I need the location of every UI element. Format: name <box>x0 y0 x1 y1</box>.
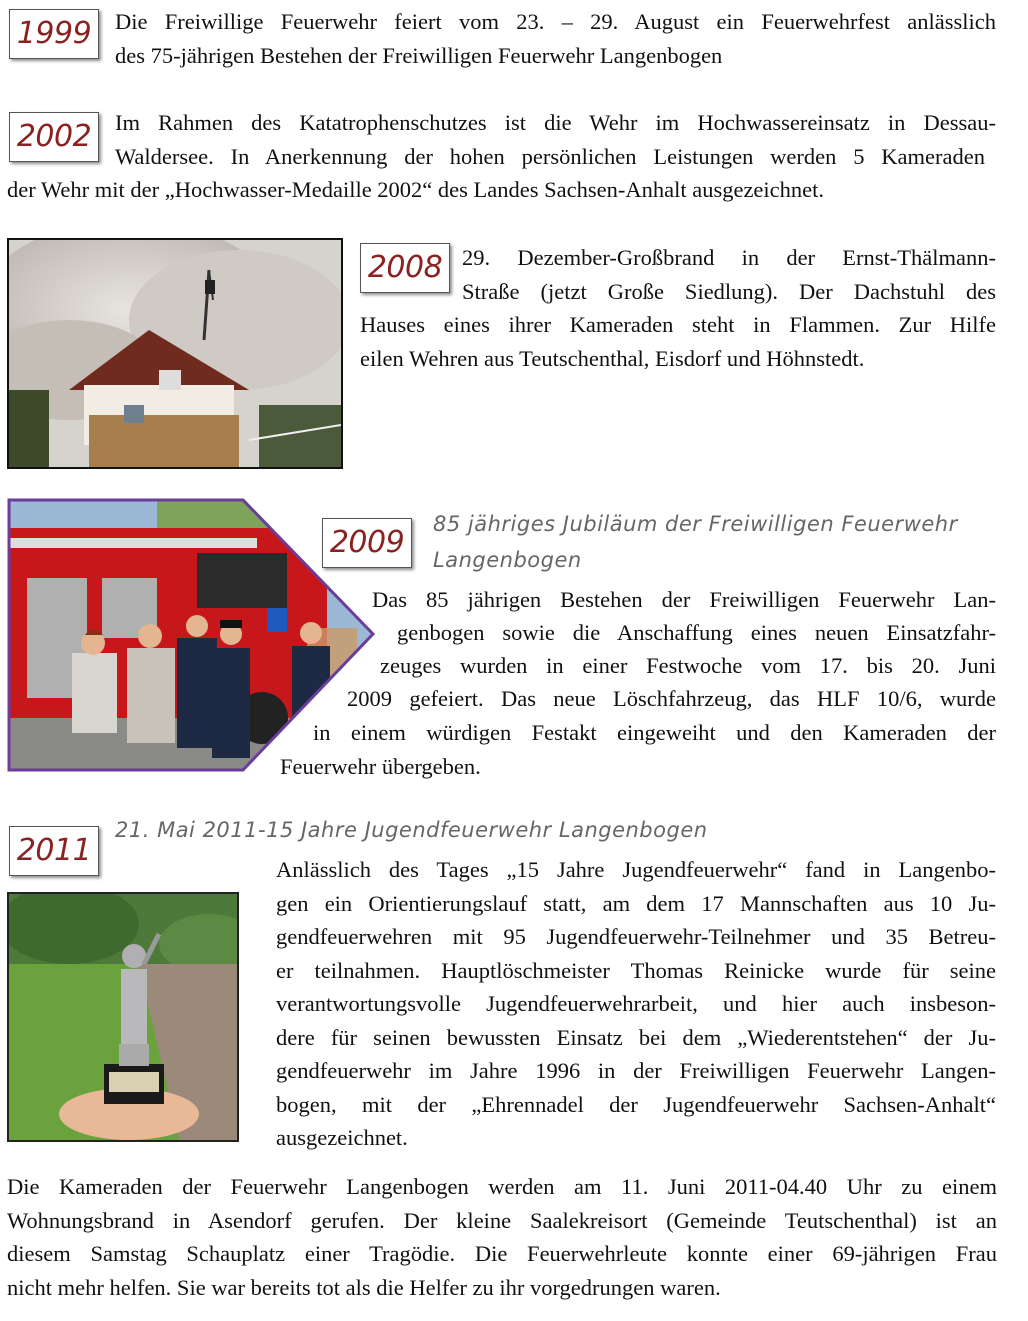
text-line: Im Rahmen des Katatrophenschutzes ist die Wehr im Hochwassereinsatz in Dessau- <box>115 110 996 135</box>
text-line: Hauses eines ihrer Kameraden steht in Flammen. Zur Hilfe <box>360 312 996 337</box>
paragraph-2008 <box>462 241 996 308</box>
text-line: ausgezeichnet. <box>276 1125 408 1150</box>
text-line: Die Kameraden der Feuerwehr Langenbogen werden am 11. Juni 2011-04.40 Uhr zu einem <box>7 1174 997 1199</box>
paragraph-1999 <box>115 5 996 72</box>
text-line: gendfeuerwehr im Jahre 1996 in der Freiwilligen Feuerwehr Langen- <box>276 1058 996 1083</box>
text-line: gendfeuerwehren mit 95 Jugendfeuerwehr-Teilnehmer und 35 Betreu- <box>276 924 996 949</box>
text-line: genbogen sowie die Anschaffung eines neuen Einsatzfahr- <box>397 620 996 645</box>
text-line: der Wehr mit der „Hochwasser-Medaille 2002“ des Landes Sachsen-Anhalt ausgezeichnet. <box>7 177 825 202</box>
text-line: Feuerwehr übergeben. <box>280 754 481 779</box>
heading-2009-line1: 85 jähriges Jubiläum der Freiwilligen Feuerwehr <box>433 512 958 536</box>
paragraph-2002 <box>115 106 996 173</box>
paragraph-2009-l5 <box>313 716 996 750</box>
house-fire-photo <box>7 238 343 469</box>
text-line: bogen, mit der „Ehrennadel der Jugendfeuerwehr Sachsen-Anhalt“ <box>276 1091 996 1117</box>
trophy-photo <box>7 892 239 1142</box>
text-line: verantwortungsvolle Jugendfeuerwehrarbeit, und hier auch insbeson- <box>276 991 996 1016</box>
paragraph-2009-l2 <box>397 616 996 650</box>
text-line: Anlässlich des Tages „15 Jahre Jugendfeuerwehr“ fand in Langenbo- <box>276 857 996 882</box>
year-badge-2009: 2009 <box>322 518 412 568</box>
paragraph-2008-cont <box>360 308 996 375</box>
text-line: Wohnungsbrand in Asendorf gerufen. Der kleine Saalekreisort (Gemeinde Teutschenthal) ist an <box>7 1207 997 1233</box>
paragraph-2011 <box>276 853 996 1155</box>
paragraph-2009 <box>372 583 996 617</box>
text-line: er teilnahmen. Hauptlöschmeister Thomas Reinicke wurde für seine <box>276 957 996 983</box>
text-line: gen ein Orientierungslauf statt, am dem 17 Mannschaften aus 10 Ju- <box>276 890 996 916</box>
text-line: Die Freiwillige Feuerwehr feiert vom 23. – 29. August ein Feuerwehrfest anlässlich <box>115 9 996 34</box>
closing-paragraph <box>7 1170 997 1304</box>
text-line: Das 85 jährigen Bestehen der Freiwilligen Feuerwehr Lan- <box>372 587 996 612</box>
paragraph-2002-cont <box>7 173 997 207</box>
heading-2009-line2: Langenbogen <box>433 548 582 572</box>
text-line: nicht mehr helfen. Sie war bereits tot als die Helfer zu ihr vorgedrungen waren. <box>7 1274 721 1300</box>
text-line: 2009 gefeiert. Das neue Löschfahrzeug, das HLF 10/6, wurde <box>347 686 996 711</box>
text-line: dere für seinen bewussten Einsatz bei dem „Wiederentstehen“ der Ju- <box>276 1024 996 1050</box>
text-line: zeuges wurden in einer Festwoche vom 17. bis 20. Juni <box>380 653 996 678</box>
paragraph-2009-l6 <box>280 750 996 784</box>
year-badge-1999: 1999 <box>9 9 99 59</box>
text-line: 29. Dezember-Großbrand in der Ernst-Thälmann- <box>462 245 996 270</box>
text-line: diesem Samstag Schauplatz einer Tragödie. Die Feuerwehrleute konnte einer 69-jährigen Frau <box>7 1241 997 1266</box>
year-badge-2002: 2002 <box>9 112 99 162</box>
text-line: Straße (jetzt Große Siedlung). Der Dachstuhl des <box>462 278 996 304</box>
text-line: des 75-jährigen Bestehen der Freiwilligen Feuerwehr Langenbogen <box>115 42 723 68</box>
year-badge-2011: 2011 <box>9 826 99 876</box>
text-line: in einem würdigen Festakt eingeweiht und den Kameraden der <box>313 720 996 745</box>
year-badge-2008: 2008 <box>360 243 450 293</box>
paragraph-2009-l4 <box>347 682 996 716</box>
text-line: Waldersee. In Anerkennung der hohen persönlichen Leistungen werden 5 Kameraden <box>115 143 985 169</box>
heading-2011: 21. Mai 2011-15 Jahre Jugendfeuerwehr Langenbogen <box>115 818 708 842</box>
text-line: eilen Wehren aus Teutschenthal, Eisdorf und Höhnstedt. <box>360 345 865 371</box>
paragraph-2009-l3 <box>380 649 996 683</box>
